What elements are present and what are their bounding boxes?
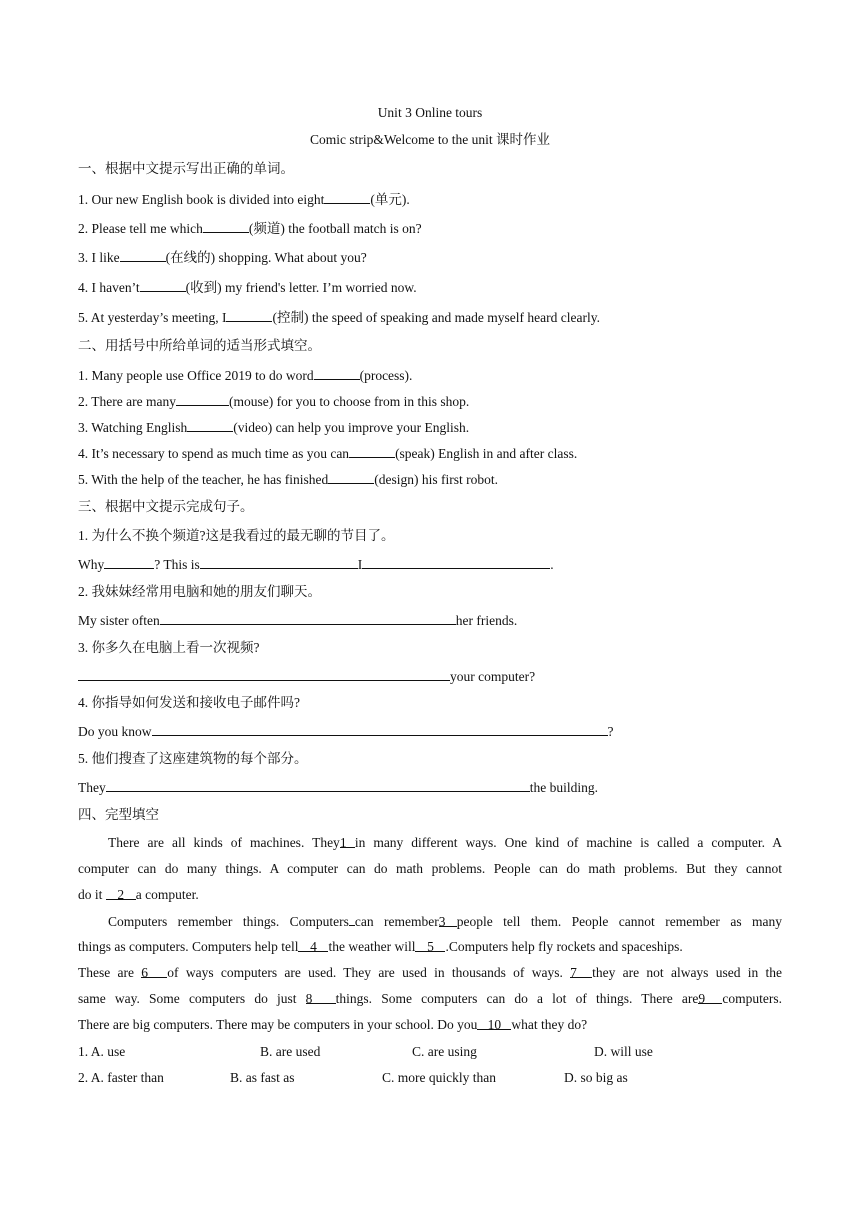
list-item: 2. Please tell me which (频道) the football match is on? (78, 221, 422, 236)
paragraph-line: computer can do many things. A computer can do math problems. People can do math problems. But they cannot (78, 861, 782, 876)
question-chinese: 4. 你指导如何发送和接收电子邮件吗? (78, 695, 300, 710)
page-title: Unit 3 Online tours (377, 105, 483, 120)
blank (106, 778, 530, 792)
list-item: 3. Watching English (video) can help you improve your English. (78, 420, 470, 435)
list-item: 4. It’s necessary to spend as much time as you can (speak) English in and after class. (78, 446, 578, 461)
paragraph-line: Computers remember things. Computers can remember3 people tell them. People cannot remember as many (108, 914, 783, 929)
question-chinese: 1. 为什么不换个频道?这是我看过的最无聊的节目了。 (78, 528, 395, 543)
blank (140, 278, 186, 292)
section-3-heading: 三、根据中文提示完成句子。 (78, 499, 254, 514)
blank (203, 219, 249, 233)
list-item: 1. Many people use Office 2019 to do word (process). (78, 368, 413, 383)
question-chinese: 2. 我妹妹经常用电脑和她的朋友们聊天。 (78, 584, 321, 599)
blank-number: 1 (340, 834, 355, 848)
blank-number: 5 (415, 938, 445, 952)
blank (314, 366, 360, 380)
answer-line: My sister often her friends. (78, 613, 518, 628)
blank-number: 9 (698, 990, 722, 1004)
blank (78, 667, 450, 681)
blank (328, 470, 374, 484)
blank (324, 190, 370, 204)
blank-number: 7 (570, 964, 592, 978)
blank-number: 3 (439, 913, 457, 927)
blank-number: 6 (141, 964, 167, 978)
paragraph-line: These are 6 of ways computers are used. They are used in thousands of ways. 7 they are not always used in the (78, 965, 783, 980)
blank-number: 2 (106, 886, 136, 900)
blank (362, 555, 550, 569)
page-subtitle: Comic strip&Welcome to the unit 课时作业 (309, 132, 550, 147)
option-c: C. are using (412, 1044, 477, 1059)
blank-number: 10 (477, 1016, 511, 1030)
option-a: 2. A. faster than (78, 1070, 164, 1085)
option-b: B. are used (260, 1044, 321, 1059)
blank (226, 308, 272, 322)
option-b: B. as fast as (230, 1070, 295, 1085)
blank-number: 8 (306, 990, 336, 1004)
paragraph-line: There are all kinds of machines. They1 in many different ways. One kind of machine is called a computer. A (108, 835, 782, 850)
answer-line: Why ? This is I . (78, 557, 554, 572)
section-4-heading: 四、完型填空 (78, 807, 159, 822)
blank (187, 418, 233, 432)
blank (349, 444, 395, 458)
list-item: 5. At yesterday’s meeting, I (控制) the speed of speaking and made myself heard clearly. (78, 310, 600, 325)
answer-line: Do you know ? (78, 724, 614, 739)
question-chinese: 5. 他们搜查了这座建筑物的每个部分。 (78, 751, 308, 766)
paragraph-line: things as computers. Computers help tell 4 the weather will 5 .Computers help fly rockets and spaceships. (78, 939, 683, 954)
paragraph-line: do it 2 a computer. (78, 887, 199, 902)
blank (176, 392, 229, 406)
option-c: C. more quickly than (382, 1070, 496, 1085)
list-item: 2. There are many (mouse) for you to choose from in this shop. (78, 394, 470, 409)
blank-number: 4 (298, 938, 328, 952)
blank (160, 611, 456, 625)
answer-line: They the building. (78, 780, 598, 795)
list-item: 3. I like (在线的) shopping. What about you? (78, 250, 367, 265)
section-1-heading: 一、根据中文提示写出正确的单词。 (78, 161, 294, 176)
list-item: 5. With the help of the teacher, he has finished (design) his first robot. (78, 472, 498, 487)
blank (152, 722, 608, 736)
list-item: 1. Our new English book is divided into eight (单元). (78, 192, 410, 207)
answer-line: your computer? (78, 667, 535, 686)
option-d: D. will use (594, 1044, 653, 1059)
blank (200, 555, 358, 569)
question-chinese: 3. 你多久在电脑上看一次视频? (78, 640, 260, 655)
option-a: 1. A. use (78, 1044, 126, 1059)
section-2-heading: 二、用括号中所给单词的适当形式填空。 (78, 338, 321, 353)
paragraph-line: same way. Some computers do just 8 things. Some computers can do a lot of things. There are9 computers. (78, 991, 783, 1006)
paragraph-line: There are big computers. There may be computers in your school. Do you 10 what they do? (78, 1017, 588, 1032)
blank (120, 248, 166, 262)
option-d: D. so big as (564, 1070, 628, 1085)
blank (104, 555, 154, 569)
list-item: 4. I haven’t (收到) my friend's letter. I’m worried now. (78, 280, 417, 295)
